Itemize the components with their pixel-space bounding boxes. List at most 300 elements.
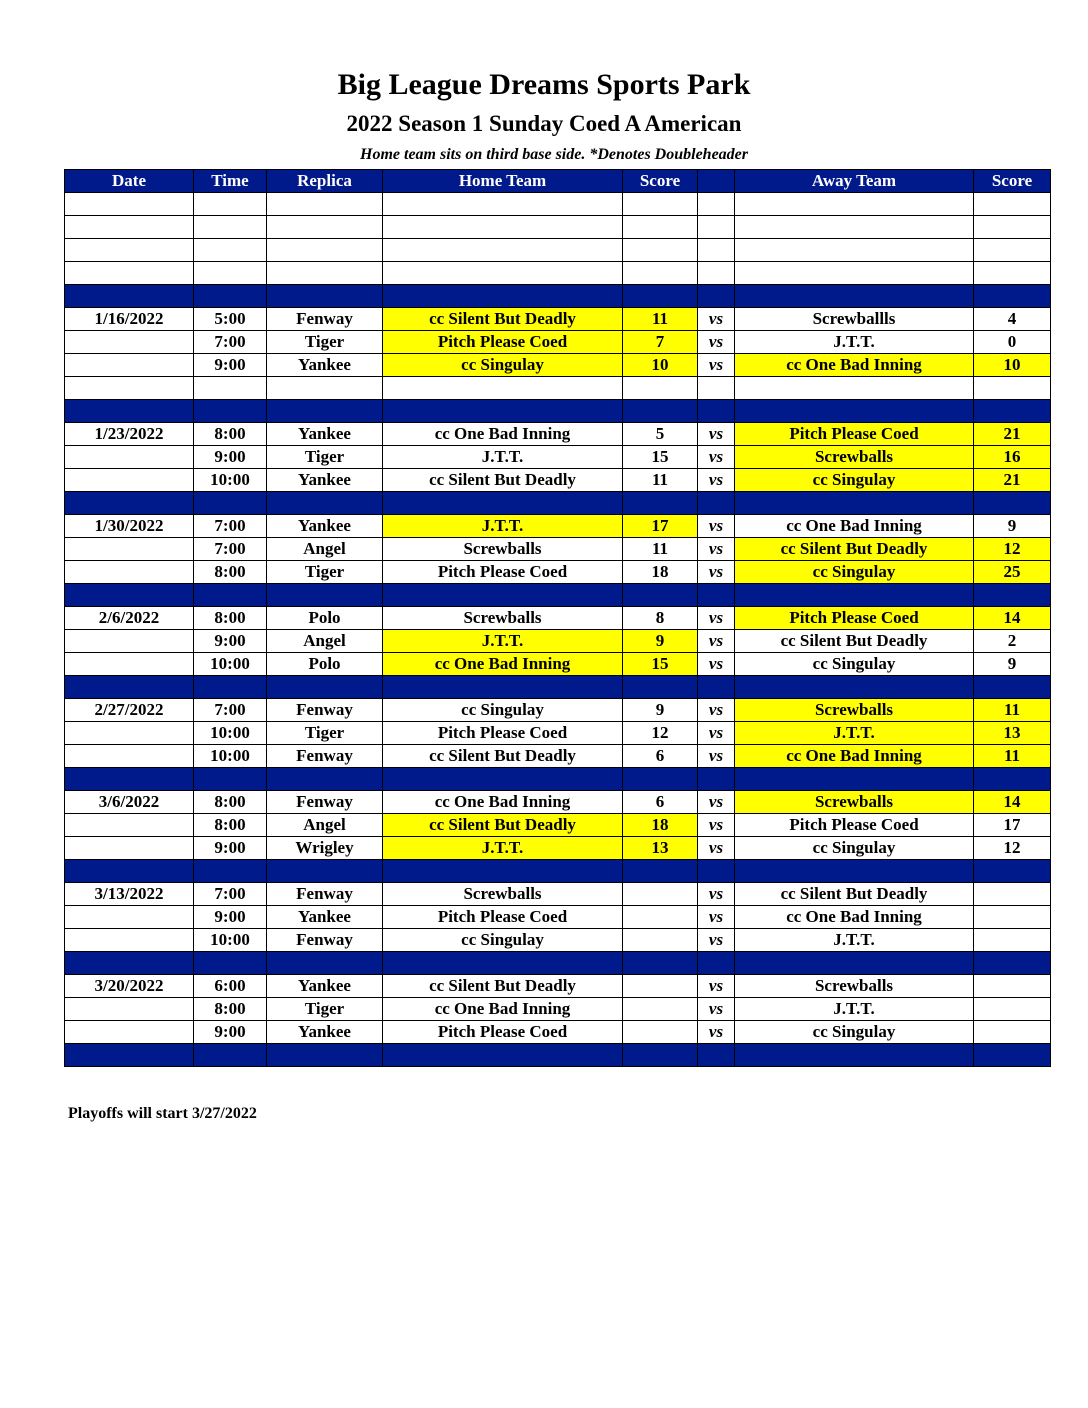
home-score-cell xyxy=(623,952,698,975)
home-score-cell xyxy=(623,929,698,952)
away-team-cell: Pitch Please Coed xyxy=(735,423,974,446)
game-row xyxy=(65,791,1051,814)
home-score-cell xyxy=(623,400,698,423)
vs-cell xyxy=(698,584,735,607)
home-team-cell: cc One Bad Inning xyxy=(383,653,623,676)
col-time-header: Time xyxy=(194,170,267,193)
replica-cell xyxy=(267,952,383,975)
vs-cell: vs xyxy=(698,630,735,653)
date-cell: 2/27/2022 xyxy=(65,699,194,722)
home-team-cell: J.T.T. xyxy=(383,837,623,860)
away-team-cell: cc One Bad Inning xyxy=(735,745,974,768)
away-score-cell xyxy=(974,929,1051,952)
date-cell xyxy=(65,400,194,423)
away-team-cell: cc Singulay xyxy=(735,561,974,584)
away-team-cell xyxy=(735,676,974,699)
date-cell xyxy=(65,354,194,377)
home-team-cell xyxy=(383,285,623,308)
time-cell xyxy=(194,860,267,883)
home-team-cell: Pitch Please Coed xyxy=(383,331,623,354)
date-cell xyxy=(65,377,194,400)
replica-cell: Angel xyxy=(267,630,383,653)
replica-cell: Fenway xyxy=(267,791,383,814)
away-team-cell: cc Silent But Deadly xyxy=(735,538,974,561)
vs-cell: vs xyxy=(698,699,735,722)
time-cell: 9:00 xyxy=(194,446,267,469)
replica-cell: Wrigley xyxy=(267,837,383,860)
week-separator-row xyxy=(65,285,1051,308)
home-team-cell: cc Singulay xyxy=(383,354,623,377)
vs-cell: vs xyxy=(698,308,735,331)
replica-cell xyxy=(267,239,383,262)
home-team-cell: cc Silent But Deadly xyxy=(383,308,623,331)
away-team-cell xyxy=(735,860,974,883)
vs-cell: vs xyxy=(698,331,735,354)
replica-cell: Angel xyxy=(267,814,383,837)
away-team-cell xyxy=(735,193,974,216)
playoffs-note: Playoffs will start 3/27/2022 xyxy=(68,1105,257,1122)
home-score-cell: 17 xyxy=(623,515,698,538)
blank-row xyxy=(65,377,1051,400)
away-team-cell: J.T.T. xyxy=(735,722,974,745)
away-score-cell: 12 xyxy=(974,538,1051,561)
away-score-cell: 21 xyxy=(974,469,1051,492)
replica-cell: Tiger xyxy=(267,998,383,1021)
date-cell xyxy=(65,561,194,584)
date-cell xyxy=(65,331,194,354)
week-separator-row xyxy=(65,768,1051,791)
date-cell xyxy=(65,262,194,285)
time-cell: 8:00 xyxy=(194,791,267,814)
away-score-cell: 12 xyxy=(974,837,1051,860)
replica-cell xyxy=(267,377,383,400)
vs-cell: vs xyxy=(698,906,735,929)
home-score-cell xyxy=(623,1044,698,1067)
vs-cell xyxy=(698,193,735,216)
away-score-cell: 9 xyxy=(974,653,1051,676)
away-score-cell xyxy=(974,492,1051,515)
home-team-cell xyxy=(383,584,623,607)
date-cell: 3/20/2022 xyxy=(65,975,194,998)
time-cell: 9:00 xyxy=(194,1021,267,1044)
date-cell: 2/6/2022 xyxy=(65,607,194,630)
time-cell xyxy=(194,676,267,699)
away-team-cell: J.T.T. xyxy=(735,929,974,952)
away-team-cell xyxy=(735,216,974,239)
vs-cell: vs xyxy=(698,607,735,630)
away-score-cell xyxy=(974,883,1051,906)
away-team-cell xyxy=(735,584,974,607)
away-team-cell xyxy=(735,262,974,285)
time-cell xyxy=(194,768,267,791)
home-team-cell: Pitch Please Coed xyxy=(383,722,623,745)
away-score-cell: 0 xyxy=(974,331,1051,354)
away-score-cell: 4 xyxy=(974,308,1051,331)
vs-cell: vs xyxy=(698,883,735,906)
home-score-cell: 7 xyxy=(623,331,698,354)
away-score-cell xyxy=(974,952,1051,975)
away-team-cell xyxy=(735,952,974,975)
game-row xyxy=(65,883,1051,906)
date-cell xyxy=(65,538,194,561)
home-team-cell: J.T.T. xyxy=(383,630,623,653)
home-team-cell xyxy=(383,860,623,883)
replica-cell: Fenway xyxy=(267,308,383,331)
vs-cell: vs xyxy=(698,929,735,952)
date-cell xyxy=(65,285,194,308)
date-cell: 3/6/2022 xyxy=(65,791,194,814)
replica-cell: Yankee xyxy=(267,1021,383,1044)
away-score-cell: 16 xyxy=(974,446,1051,469)
away-team-cell xyxy=(735,768,974,791)
replica-cell: Yankee xyxy=(267,354,383,377)
home-team-cell xyxy=(383,262,623,285)
vs-cell: vs xyxy=(698,791,735,814)
replica-cell: Tiger xyxy=(267,561,383,584)
replica-cell: Yankee xyxy=(267,906,383,929)
home-team-cell: cc Singulay xyxy=(383,699,623,722)
game-row xyxy=(65,469,1051,492)
home-team-cell: Pitch Please Coed xyxy=(383,561,623,584)
home-score-cell: 10 xyxy=(623,354,698,377)
date-cell: 1/16/2022 xyxy=(65,308,194,331)
home-team-cell: cc Silent But Deadly xyxy=(383,814,623,837)
week-separator-row xyxy=(65,584,1051,607)
game-row xyxy=(65,354,1051,377)
game-row xyxy=(65,837,1051,860)
replica-cell: Yankee xyxy=(267,515,383,538)
home-score-cell: 15 xyxy=(623,653,698,676)
replica-cell: Yankee xyxy=(267,469,383,492)
away-team-cell: cc Singulay xyxy=(735,469,974,492)
home-team-cell: cc Silent But Deadly xyxy=(383,975,623,998)
home-score-cell: 11 xyxy=(623,308,698,331)
game-row xyxy=(65,515,1051,538)
time-cell xyxy=(194,952,267,975)
home-team-cell: Pitch Please Coed xyxy=(383,906,623,929)
home-team-cell xyxy=(383,193,623,216)
away-score-cell: 14 xyxy=(974,607,1051,630)
away-score-cell xyxy=(974,216,1051,239)
date-cell xyxy=(65,492,194,515)
date-cell xyxy=(65,952,194,975)
away-score-cell: 9 xyxy=(974,515,1051,538)
home-score-cell: 8 xyxy=(623,607,698,630)
replica-cell xyxy=(267,768,383,791)
home-score-cell xyxy=(623,262,698,285)
away-team-cell: cc Singulay xyxy=(735,653,974,676)
replica-cell: Tiger xyxy=(267,446,383,469)
home-score-cell xyxy=(623,975,698,998)
season-subtitle: 2022 Season 1 Sunday Coed A American xyxy=(346,111,742,136)
home-score-cell xyxy=(623,883,698,906)
game-row xyxy=(65,975,1051,998)
col-away-score-header: Score xyxy=(974,170,1051,193)
schedule-table xyxy=(64,169,1051,1067)
schedule-note: Home team sits on third base side. *Denotes Doubleheader xyxy=(360,146,748,163)
away-score-cell: 25 xyxy=(974,561,1051,584)
time-cell: 8:00 xyxy=(194,607,267,630)
time-cell xyxy=(194,262,267,285)
time-cell: 8:00 xyxy=(194,561,267,584)
home-team-cell xyxy=(383,768,623,791)
away-team-cell: Pitch Please Coed xyxy=(735,607,974,630)
replica-cell xyxy=(267,262,383,285)
time-cell xyxy=(194,1044,267,1067)
vs-cell: vs xyxy=(698,446,735,469)
home-score-cell: 9 xyxy=(623,699,698,722)
replica-cell: Fenway xyxy=(267,883,383,906)
away-score-cell xyxy=(974,584,1051,607)
game-row xyxy=(65,998,1051,1021)
date-cell xyxy=(65,676,194,699)
away-score-cell: 2 xyxy=(974,630,1051,653)
vs-cell: vs xyxy=(698,814,735,837)
header-row xyxy=(65,170,1051,193)
away-score-cell xyxy=(974,1044,1051,1067)
page-title: Big League Dreams Sports Park xyxy=(337,68,751,101)
away-score-cell: 21 xyxy=(974,423,1051,446)
vs-cell: vs xyxy=(698,837,735,860)
away-score-cell xyxy=(974,239,1051,262)
away-score-cell xyxy=(974,906,1051,929)
replica-cell xyxy=(267,400,383,423)
home-score-cell: 6 xyxy=(623,745,698,768)
away-team-cell: Screwballls xyxy=(735,308,974,331)
home-score-cell: 18 xyxy=(623,561,698,584)
home-score-cell xyxy=(623,193,698,216)
away-team-cell: cc Silent But Deadly xyxy=(735,630,974,653)
date-cell xyxy=(65,1044,194,1067)
away-team-cell: cc Silent But Deadly xyxy=(735,883,974,906)
home-score-cell xyxy=(623,216,698,239)
vs-cell: vs xyxy=(698,538,735,561)
time-cell: 10:00 xyxy=(194,722,267,745)
game-row xyxy=(65,653,1051,676)
replica-cell: Tiger xyxy=(267,722,383,745)
home-team-cell: J.T.T. xyxy=(383,515,623,538)
vs-cell: vs xyxy=(698,1021,735,1044)
time-cell xyxy=(194,193,267,216)
time-cell: 8:00 xyxy=(194,814,267,837)
date-cell xyxy=(65,239,194,262)
game-row xyxy=(65,630,1051,653)
vs-cell xyxy=(698,1044,735,1067)
game-row xyxy=(65,814,1051,837)
home-score-cell xyxy=(623,584,698,607)
vs-cell xyxy=(698,239,735,262)
date-cell xyxy=(65,1021,194,1044)
col-replica-header: Replica xyxy=(267,170,383,193)
home-team-cell xyxy=(383,952,623,975)
home-team-cell: Pitch Please Coed xyxy=(383,1021,623,1044)
game-row xyxy=(65,561,1051,584)
away-score-cell: 11 xyxy=(974,699,1051,722)
replica-cell: Polo xyxy=(267,653,383,676)
away-score-cell: 17 xyxy=(974,814,1051,837)
date-cell: 3/13/2022 xyxy=(65,883,194,906)
time-cell: 6:00 xyxy=(194,975,267,998)
date-cell xyxy=(65,653,194,676)
time-cell: 7:00 xyxy=(194,515,267,538)
replica-cell: Yankee xyxy=(267,423,383,446)
away-score-cell xyxy=(974,262,1051,285)
replica-cell xyxy=(267,584,383,607)
replica-cell xyxy=(267,285,383,308)
week-separator-row xyxy=(65,492,1051,515)
time-cell xyxy=(194,377,267,400)
away-team-cell: cc Singulay xyxy=(735,1021,974,1044)
home-score-cell xyxy=(623,1021,698,1044)
away-team-cell: cc One Bad Inning xyxy=(735,906,974,929)
vs-cell xyxy=(698,676,735,699)
home-team-cell xyxy=(383,492,623,515)
vs-cell xyxy=(698,400,735,423)
away-score-cell xyxy=(974,676,1051,699)
col-home-score-header: Score xyxy=(623,170,698,193)
home-score-cell xyxy=(623,860,698,883)
vs-cell xyxy=(698,216,735,239)
time-cell: 9:00 xyxy=(194,837,267,860)
away-team-cell xyxy=(735,1044,974,1067)
date-cell xyxy=(65,998,194,1021)
time-cell: 7:00 xyxy=(194,538,267,561)
time-cell: 8:00 xyxy=(194,998,267,1021)
away-score-cell xyxy=(974,285,1051,308)
home-score-cell xyxy=(623,998,698,1021)
date-cell xyxy=(65,469,194,492)
away-team-cell xyxy=(735,239,974,262)
vs-cell: vs xyxy=(698,722,735,745)
date-cell xyxy=(65,446,194,469)
date-cell xyxy=(65,837,194,860)
replica-cell: Fenway xyxy=(267,745,383,768)
away-team-cell: Screwballs xyxy=(735,699,974,722)
home-team-cell xyxy=(383,216,623,239)
away-score-cell xyxy=(974,998,1051,1021)
vs-cell xyxy=(698,285,735,308)
game-row xyxy=(65,538,1051,561)
game-row xyxy=(65,446,1051,469)
home-score-cell xyxy=(623,676,698,699)
time-cell: 5:00 xyxy=(194,308,267,331)
vs-cell: vs xyxy=(698,745,735,768)
vs-cell: vs xyxy=(698,469,735,492)
vs-cell: vs xyxy=(698,561,735,584)
away-team-cell xyxy=(735,492,974,515)
game-row xyxy=(65,331,1051,354)
home-score-cell: 12 xyxy=(623,722,698,745)
vs-cell xyxy=(698,262,735,285)
away-team-cell xyxy=(735,400,974,423)
week-separator-row xyxy=(65,676,1051,699)
time-cell xyxy=(194,584,267,607)
date-cell xyxy=(65,906,194,929)
home-score-cell xyxy=(623,377,698,400)
home-score-cell xyxy=(623,906,698,929)
time-cell: 10:00 xyxy=(194,469,267,492)
vs-cell xyxy=(698,860,735,883)
date-cell xyxy=(65,193,194,216)
blank-row xyxy=(65,193,1051,216)
time-cell: 9:00 xyxy=(194,354,267,377)
home-team-cell: cc Silent But Deadly xyxy=(383,745,623,768)
replica-cell xyxy=(267,676,383,699)
date-cell xyxy=(65,814,194,837)
vs-cell: vs xyxy=(698,975,735,998)
home-team-cell: cc One Bad Inning xyxy=(383,998,623,1021)
col-home-team-header: Home Team xyxy=(383,170,623,193)
replica-cell xyxy=(267,492,383,515)
blank-row xyxy=(65,239,1051,262)
game-row xyxy=(65,1021,1051,1044)
date-cell xyxy=(65,630,194,653)
replica-cell: Yankee xyxy=(267,975,383,998)
col-date-header: Date xyxy=(65,170,194,193)
away-score-cell xyxy=(974,860,1051,883)
home-team-cell xyxy=(383,239,623,262)
game-row xyxy=(65,699,1051,722)
away-score-cell: 10 xyxy=(974,354,1051,377)
date-cell xyxy=(65,929,194,952)
home-team-cell: cc One Bad Inning xyxy=(383,791,623,814)
vs-cell: vs xyxy=(698,515,735,538)
home-score-cell: 13 xyxy=(623,837,698,860)
away-team-cell: cc One Bad Inning xyxy=(735,354,974,377)
time-cell: 7:00 xyxy=(194,699,267,722)
home-score-cell xyxy=(623,768,698,791)
home-score-cell: 15 xyxy=(623,446,698,469)
home-score-cell xyxy=(623,239,698,262)
home-team-cell xyxy=(383,1044,623,1067)
home-score-cell: 6 xyxy=(623,791,698,814)
game-row xyxy=(65,722,1051,745)
time-cell: 9:00 xyxy=(194,630,267,653)
date-cell: 1/30/2022 xyxy=(65,515,194,538)
week-separator-row xyxy=(65,860,1051,883)
vs-cell: vs xyxy=(698,998,735,1021)
replica-cell: Fenway xyxy=(267,929,383,952)
home-team-cell: cc One Bad Inning xyxy=(383,423,623,446)
home-team-cell xyxy=(383,377,623,400)
away-score-cell xyxy=(974,1021,1051,1044)
time-cell: 8:00 xyxy=(194,423,267,446)
vs-cell: vs xyxy=(698,423,735,446)
game-row xyxy=(65,607,1051,630)
time-cell: 7:00 xyxy=(194,883,267,906)
time-cell: 9:00 xyxy=(194,906,267,929)
replica-cell xyxy=(267,860,383,883)
away-team-cell: J.T.T. xyxy=(735,998,974,1021)
time-cell xyxy=(194,216,267,239)
away-team-cell: J.T.T. xyxy=(735,331,974,354)
away-score-cell xyxy=(974,768,1051,791)
time-cell xyxy=(194,239,267,262)
away-score-cell xyxy=(974,975,1051,998)
week-separator-row xyxy=(65,952,1051,975)
game-row xyxy=(65,745,1051,768)
away-team-cell: Pitch Please Coed xyxy=(735,814,974,837)
col-away-team-header: Away Team xyxy=(735,170,974,193)
replica-cell xyxy=(267,216,383,239)
home-team-cell: Screwballs xyxy=(383,538,623,561)
date-cell xyxy=(65,216,194,239)
away-team-cell: cc One Bad Inning xyxy=(735,515,974,538)
home-team-cell: Screwballs xyxy=(383,607,623,630)
time-cell xyxy=(194,400,267,423)
vs-cell: vs xyxy=(698,653,735,676)
week-separator-row xyxy=(65,1044,1051,1067)
